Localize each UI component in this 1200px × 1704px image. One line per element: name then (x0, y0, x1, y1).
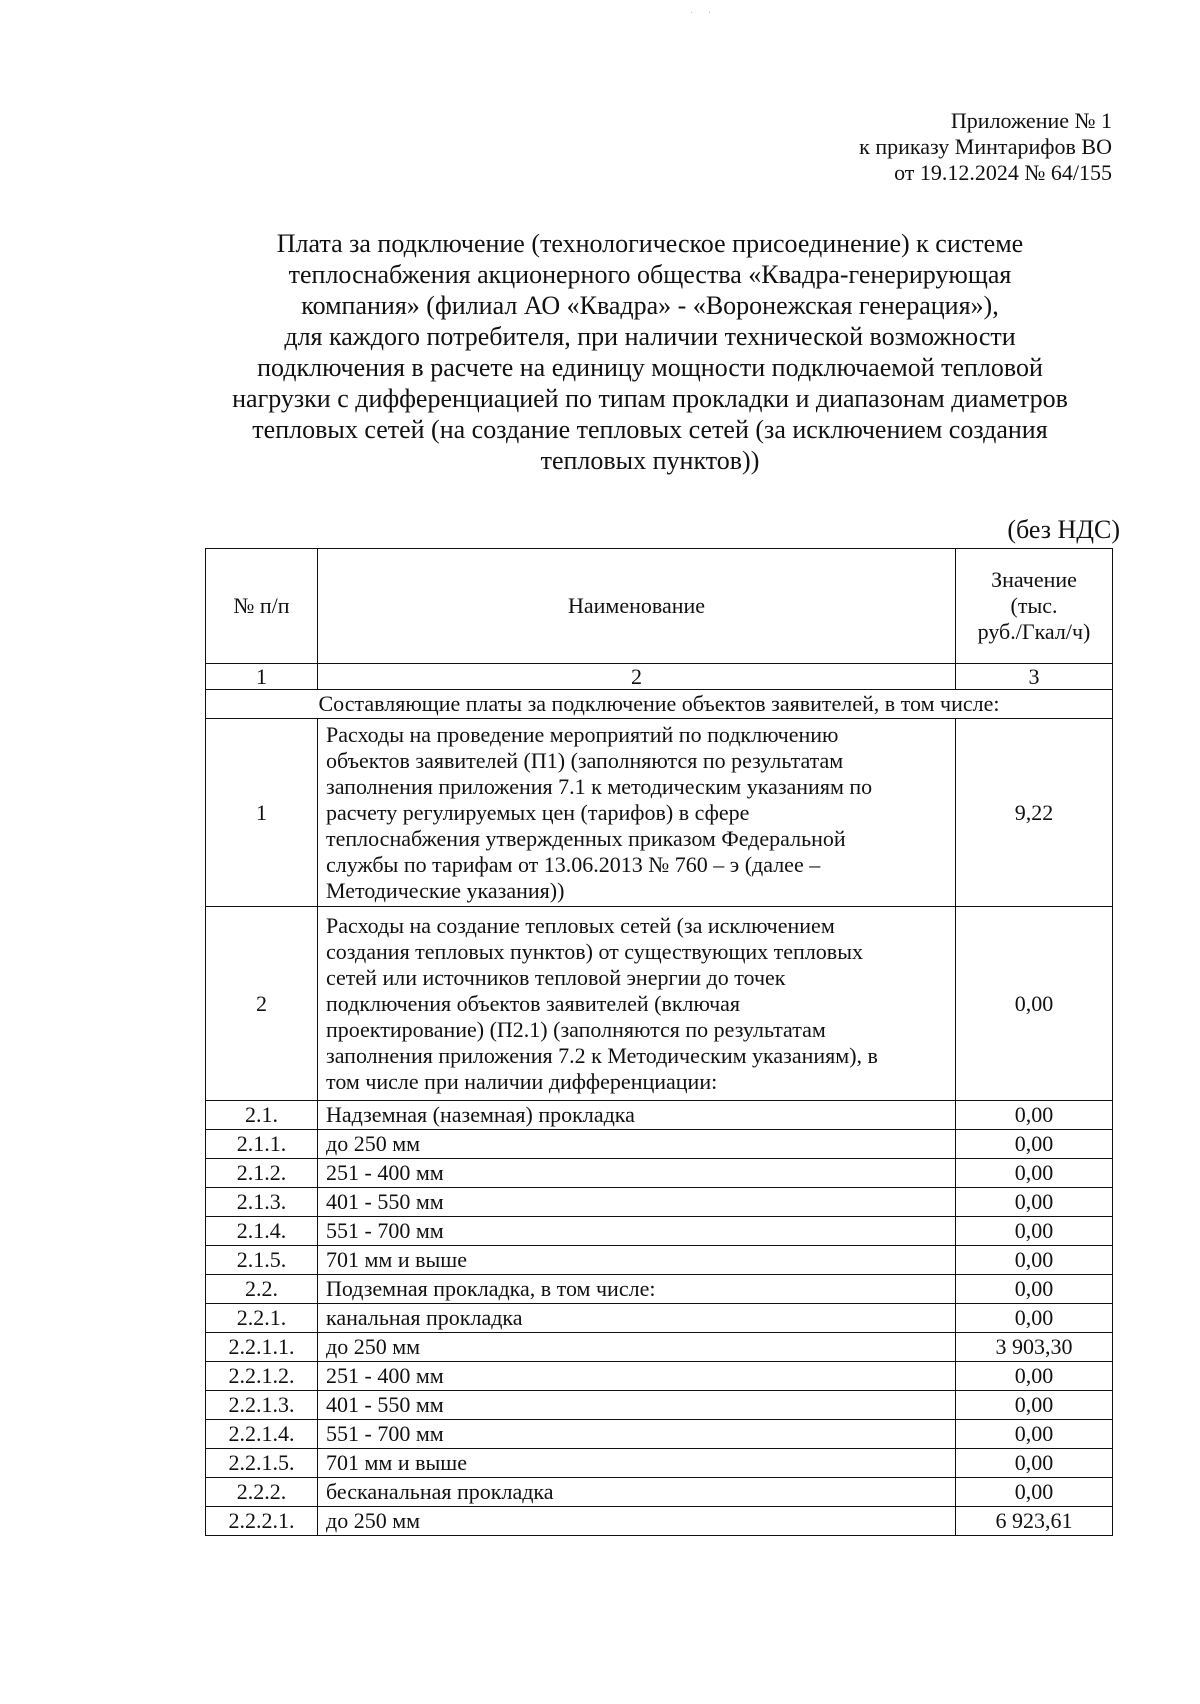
row-name: 551 - 700 мм (318, 1217, 956, 1246)
row-name-line: Расходы на создание тепловых сетей (за исключением (326, 912, 835, 938)
appendix-header (859, 108, 1112, 186)
table-row (206, 1188, 1113, 1217)
table-row (206, 1217, 1113, 1246)
row-value: 0,00 (956, 1130, 1113, 1159)
row-value: 0,00 (956, 907, 1113, 1101)
row-value: 0,00 (956, 1304, 1113, 1333)
row-name-line: создания тепловых пунктов) от существующих тепловых (326, 938, 863, 964)
header-value-line: Значение (991, 567, 1077, 592)
row-num: 2.2.1.1. (206, 1333, 318, 1362)
row-num: 2.2. (206, 1275, 318, 1304)
row-value: 0,00 (956, 1362, 1113, 1391)
row-name-line: Расходы на проведение мероприятий по подключению (326, 721, 839, 747)
row-value: 0,00 (956, 1420, 1113, 1449)
tariff-table (205, 548, 1113, 1536)
row-name: 551 - 700 мм (318, 1420, 956, 1449)
row-name: до 250 мм (318, 1507, 956, 1536)
order-reference: к приказу Минтарифов ВО (859, 134, 1112, 159)
row-num: 2.2.2. (206, 1478, 318, 1507)
row-name (318, 907, 956, 1101)
row-num: 2.1.2. (206, 1159, 318, 1188)
no-vat-note: (без НДС) (1007, 515, 1120, 544)
table-row (206, 1130, 1113, 1159)
row-name-line: расчету регулируемых цен (тарифов) в сфере (326, 799, 750, 825)
row-value: 0,00 (956, 1188, 1113, 1217)
title-line: теплоснабжения акционерного общества «Квадра-генерирующая (288, 260, 1012, 289)
table-row (206, 1159, 1113, 1188)
header-name: Наименование (318, 549, 956, 664)
row-value: 0,00 (956, 1101, 1113, 1130)
table-row (206, 1478, 1113, 1507)
row-name-line: проектирование) (П2.1) (заполняются по результатам (326, 1016, 826, 1042)
table-row (206, 1333, 1113, 1362)
row-name-line: теплоснабжения утвержденных приказом Федеральной (326, 825, 846, 851)
row-value: 3 903,30 (956, 1333, 1113, 1362)
row-num: 2.2.1. (206, 1304, 318, 1333)
row-num: 2.1.4. (206, 1217, 318, 1246)
table-row (206, 1449, 1113, 1478)
table-row (206, 1304, 1113, 1333)
title-line: тепловых сетей (на создание тепловых сетей (за исключением создания (252, 415, 1048, 444)
row-value: 0,00 (956, 1391, 1113, 1420)
row-name-line: службы по тарифам от 13.06.2013 № 760 – э (далее – (326, 851, 821, 877)
row-num: 1 (206, 719, 318, 907)
column-index-row (206, 664, 1113, 690)
row-name: 251 - 400 мм (318, 1159, 956, 1188)
row-name: Подземная прокладка, в том числе: (318, 1275, 956, 1304)
table-header-row (206, 549, 1113, 664)
row-name: канальная прокладка (318, 1304, 956, 1333)
header-value-line: руб./Гкал/ч) (977, 619, 1091, 644)
table-row (206, 1246, 1113, 1275)
row-value: 0,00 (956, 1246, 1113, 1275)
table-row (206, 1275, 1113, 1304)
row-value: 0,00 (956, 1159, 1113, 1188)
row-value: 0,00 (956, 1217, 1113, 1246)
header-value-line: (тыс. (1010, 593, 1058, 618)
column-index: 3 (956, 664, 1113, 690)
document-title (190, 228, 1110, 476)
row-name: 701 мм и выше (318, 1449, 956, 1478)
row-name-line: объектов заявителей (П1) (заполняются по результатам (326, 747, 844, 773)
appendix-number: Приложение № 1 (950, 108, 1112, 133)
row-name: Надземная (наземная) прокладка (318, 1101, 956, 1130)
column-index: 1 (206, 664, 318, 690)
row-value: 6 923,61 (956, 1507, 1113, 1536)
row-value: 0,00 (956, 1275, 1113, 1304)
title-line: компания» (филиал АО «Квадра» - «Воронежская генерация»), (301, 291, 999, 320)
row-name: 701 мм и выше (318, 1246, 956, 1275)
title-line: подключения в расчете на единицу мощности подключаемой тепловой (257, 353, 1043, 382)
title-line: Плата за подключение (технологическое присоединение) к системе (276, 229, 1024, 258)
section-title: Составляющие платы за подключение объектов заявителей, в том числе: (206, 690, 1113, 719)
row-name: бесканальная прокладка (318, 1478, 956, 1507)
row-name-line: Методические указания)) (326, 877, 565, 903)
row-num: 2.1.3. (206, 1188, 318, 1217)
row-num: 2 (206, 907, 318, 1101)
header-value (956, 549, 1113, 664)
row-name-line: заполнения приложения 7.2 к Методическим указаниям), в (326, 1042, 878, 1068)
row-value: 9,22 (956, 719, 1113, 907)
row-name-line: заполнения приложения 7.1 к методическим указаниям по (326, 773, 873, 799)
row-num: 2.2.1.5. (206, 1449, 318, 1478)
row-num: 2.2.2.1. (206, 1507, 318, 1536)
row-name: до 250 мм (318, 1333, 956, 1362)
row-num: 2.2.1.4. (206, 1420, 318, 1449)
order-date: от 19.12.2024 № 64/155 (894, 160, 1112, 185)
title-line: для каждого потребителя, при наличии технической возможности (284, 322, 1016, 351)
table-row (206, 1101, 1113, 1130)
row-num: 2.2.1.2. (206, 1362, 318, 1391)
row-value: 0,00 (956, 1478, 1113, 1507)
row-name: 251 - 400 мм (318, 1362, 956, 1391)
row-name-line: сетей или источников тепловой энергии до точек (326, 964, 786, 990)
row-name: до 250 мм (318, 1130, 956, 1159)
row-name-line: подключения объектов заявителей (включая (326, 990, 741, 1016)
row-value: 0,00 (956, 1449, 1113, 1478)
table-row (206, 907, 1113, 1101)
table-row (206, 1391, 1113, 1420)
row-num: 2.1.1. (206, 1130, 318, 1159)
row-num: 2.1.5. (206, 1246, 318, 1275)
scan-artifact: · · (690, 8, 718, 19)
header-num: № п/п (206, 549, 318, 664)
row-name (318, 719, 956, 907)
row-name-line: том числе при наличии дифференциации: (326, 1068, 718, 1094)
section-row (206, 690, 1113, 719)
row-num: 2.1. (206, 1101, 318, 1130)
title-line: тепловых пунктов)) (540, 446, 760, 475)
row-num: 2.2.1.3. (206, 1391, 318, 1420)
title-line: нагрузки с дифференциацией по типам прокладки и диапазонам диаметров (232, 384, 1068, 413)
column-index: 2 (318, 664, 956, 690)
row-name: 401 - 550 мм (318, 1188, 956, 1217)
table-row (206, 719, 1113, 907)
table-row (206, 1362, 1113, 1391)
table-row (206, 1507, 1113, 1536)
table-row (206, 1420, 1113, 1449)
row-name: 401 - 550 мм (318, 1391, 956, 1420)
